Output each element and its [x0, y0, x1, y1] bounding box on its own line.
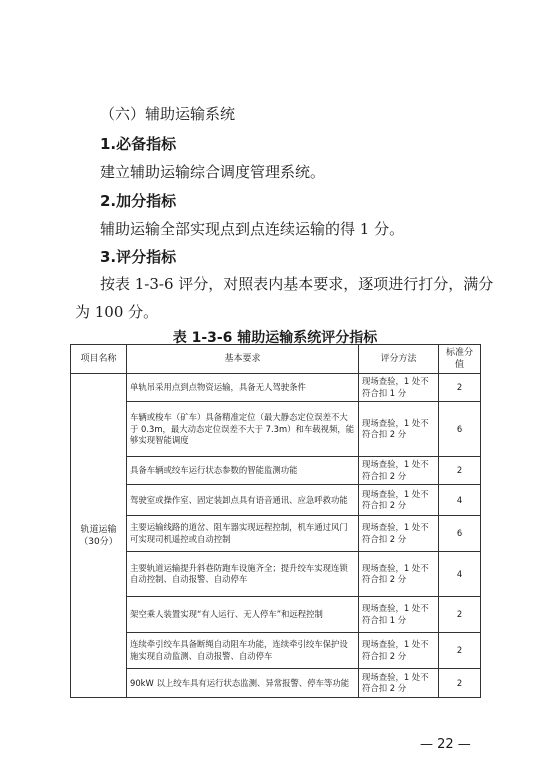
value-cell: 6: [439, 402, 481, 457]
table-row: [71, 402, 481, 457]
requirement-cell: 驾驶室或操作室、固定装卸点具有语音通讯、应急呼救功能: [127, 485, 359, 516]
table-row: [71, 669, 481, 698]
requirement-cell: 单轨吊采用点到点物资运输，具备无人驾驶条件: [127, 374, 359, 402]
method-cell: 现场查验，1 处不符合扣 2 分: [359, 669, 439, 698]
value-cell: 4: [439, 485, 481, 516]
method-cell: 现场查验，1 处不符合扣 1 分: [359, 597, 439, 633]
paragraph-scoring-line-2: 为 100 分。: [75, 303, 159, 321]
category-cell: 轨道运输（30分）: [71, 374, 127, 698]
header-value: 标准分值: [439, 345, 481, 374]
method-cell: 现场查验，1 处不符合扣 2 分: [359, 402, 439, 457]
heading-bonus: 2.加分指标: [100, 192, 177, 210]
heading-scoring: 3.评分指标: [100, 248, 177, 266]
table-row: [71, 552, 481, 597]
paragraph-scoring-line-1: 按表 1-3-6 评分，对照表内基本要求，逐项进行打分，满分: [100, 275, 494, 293]
value-cell: 2: [439, 457, 481, 485]
value-cell: 4: [439, 552, 481, 597]
value-cell: 2: [439, 597, 481, 633]
value-cell: 6: [439, 516, 481, 552]
requirement-cell: 连续牵引绞车具备断绳自动阻车功能，连续牵引绞车保护设施实现自动监测、自动报警、自动停车: [127, 633, 359, 669]
method-cell: 现场查验，1 处不符合扣 1 分: [359, 374, 439, 402]
requirement-cell: 主要运输线路的道岔、阻车器实现远程控制，机车通过风门可实现司机遥控或自动控制: [127, 516, 359, 552]
method-cell: 现场查验，1 处不符合扣 2 分: [359, 485, 439, 516]
table-row: [71, 516, 481, 552]
heading-required: 1.必备指标: [100, 135, 177, 153]
method-cell: 现场查验，1 处不符合扣 2 分: [359, 516, 439, 552]
scoring-table: [70, 344, 481, 698]
value-cell: 2: [439, 669, 481, 698]
table-row: [71, 457, 481, 485]
requirement-cell: 车辆或梭车（矿车）具备精准定位（最大静态定位误差不大于 0.3m，最大动态定位误差不大于 7.3m）和车载视频，能够实现智能调度: [127, 402, 359, 457]
requirement-cell: 90kW 以上绞车具有运行状态监测、异常报警、停车等功能: [127, 669, 359, 698]
table-caption: 表 1-3-6 辅助运输系统评分指标: [172, 330, 378, 346]
header-method: 评分方法: [359, 345, 439, 374]
page-number: — 22 —: [420, 737, 471, 752]
method-cell: 现场查验，1 处不符合扣 2 分: [359, 552, 439, 597]
requirement-cell: 架空乘人装置实现“有人运行、无人停车”和远程控制: [127, 597, 359, 633]
method-cell: 现场查验，1 处不符合扣 2 分: [359, 457, 439, 485]
paragraph-required: 建立辅助运输综合调度管理系统。: [100, 163, 326, 181]
requirement-cell: 具备车辆或绞车运行状态参数的智能监测功能: [127, 457, 359, 485]
header-item: 项目名称: [71, 345, 127, 374]
section-title: （六）辅助运输系统: [100, 105, 236, 123]
table-row: [71, 374, 481, 402]
value-cell: 2: [439, 374, 481, 402]
paragraph-bonus: 辅助运输全部实现点到点连续运输的得 1 分。: [100, 220, 405, 238]
table-header-row: [71, 345, 481, 374]
table-row: [71, 485, 481, 516]
table-row: [71, 633, 481, 669]
value-cell: 2: [439, 633, 481, 669]
method-cell: 现场查验，1 处不符合扣 2 分: [359, 633, 439, 669]
table-row: [71, 597, 481, 633]
requirement-cell: 主要轨道运输提升斜巷防跑车设施齐全；提升绞车实现连锁自动控制、自动报警、自动停车: [127, 552, 359, 597]
header-requirement: 基本要求: [127, 345, 359, 374]
